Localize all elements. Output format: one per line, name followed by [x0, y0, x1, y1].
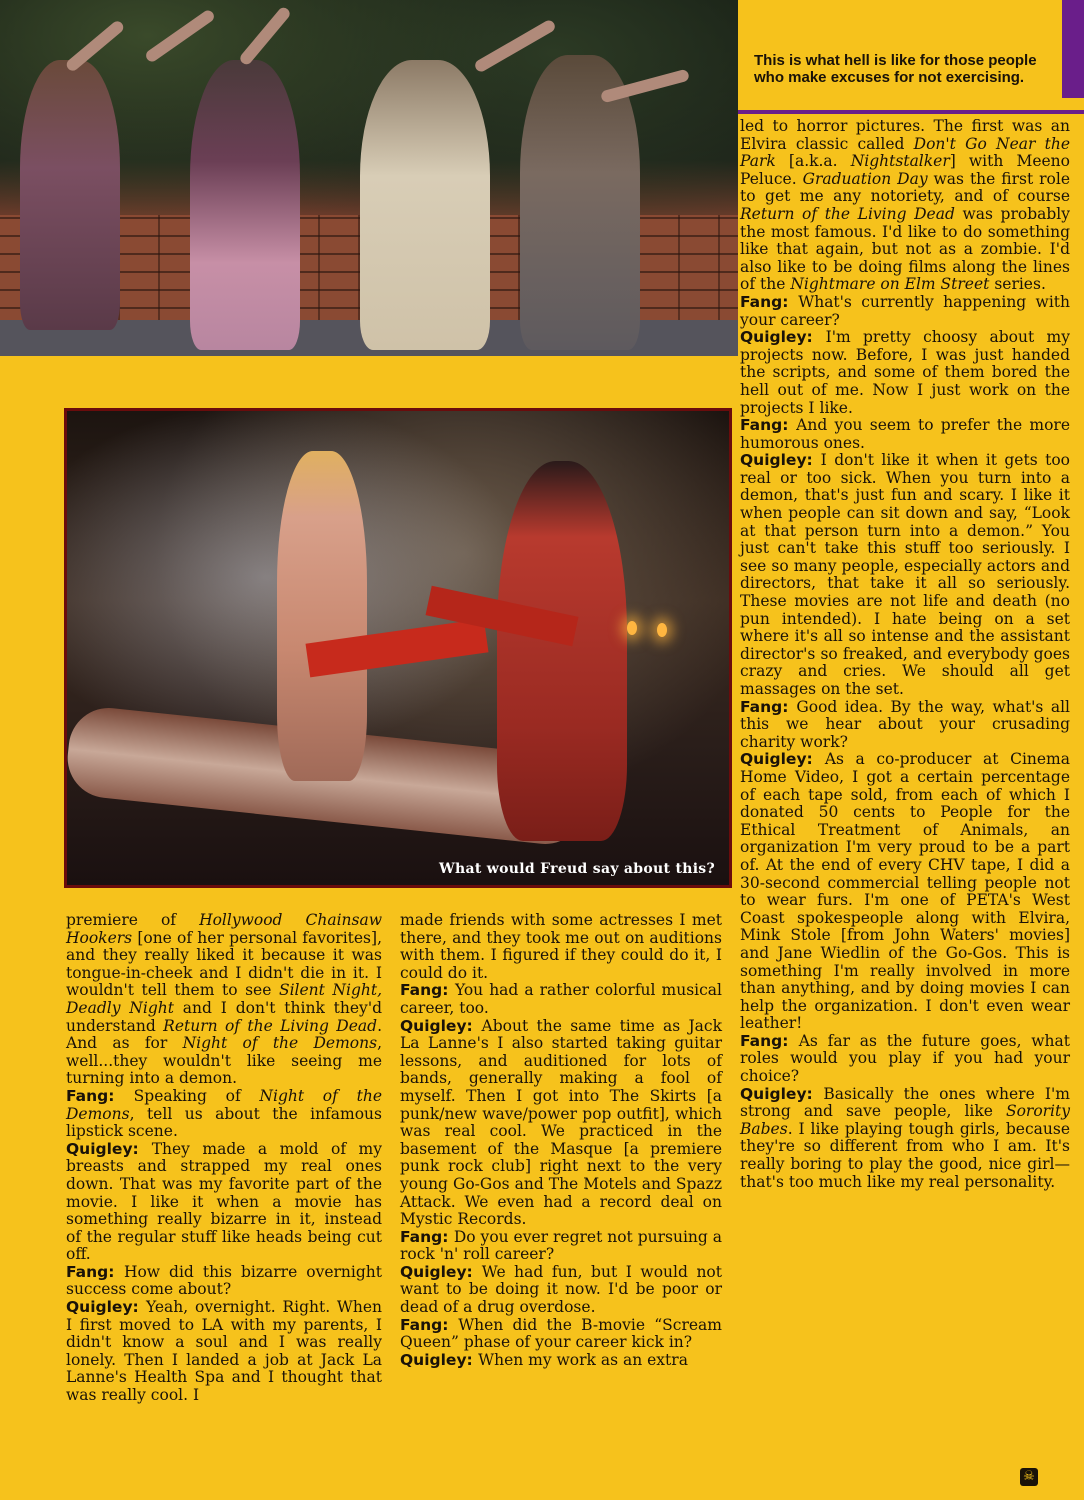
zombie-dancer-3 [360, 60, 490, 350]
candle-flame [627, 621, 637, 635]
paragraph-text: made friends with some actresses I met there, and they took me out on auditions with them. I figured if they could do it, I could do it. [400, 911, 722, 982]
dancer-arm [473, 18, 557, 73]
interview-paragraph [66, 912, 382, 1088]
paragraph-text: You had a rather colorful musical career, too. [400, 981, 722, 1017]
accent-bar [1062, 0, 1084, 98]
photo-caption-mid: What would Freud say about this? [438, 861, 715, 877]
zombie-dancer-1 [20, 60, 120, 330]
paragraph-text: How did this bizarre overnight success come about? [66, 1262, 382, 1299]
interview-paragraph [740, 417, 1070, 452]
figure-left [277, 451, 367, 781]
accent-divider [738, 110, 1084, 114]
speaker-label: Fang: [740, 416, 797, 435]
interview-paragraph [66, 1141, 382, 1264]
paragraph-text: Good idea. By the way, what's all this we hear about your crusading charity work? [740, 697, 1070, 751]
zombie-dancer-4 [520, 55, 640, 350]
speaker-label: Fang: [740, 697, 797, 716]
paragraph-text: premiere of Hollywood Chainsaw Hookers [one of her personal favorites], and they really liked it because it was tongue-in-cheek and I didn't die in it. I wouldn't tell them to see Silent Night, Deadly Night and I don't think they'd understand Return of the Living Dead. And as for Night of the Demons, well...they wouldn't like seeing me turning into a demon. [66, 911, 383, 1088]
paragraph-text: And you seem to prefer the more humorous ones. [740, 416, 1070, 452]
interview-paragraph [66, 1299, 382, 1405]
interview-paragraph [400, 982, 722, 1017]
interview-paragraph [400, 1264, 722, 1317]
dancer-arm [238, 5, 292, 66]
speaker-label: Quigley: [740, 1084, 824, 1103]
skull-end-mark-icon: ☠ [1020, 1468, 1038, 1486]
paragraph-text: Basically the ones where I'm strong and save people, like Sorority Babes. I like playing tough girls, because they're so different from who I am. It's really boring to play the good, nice girl—that's too much like my real personality. [740, 1084, 1070, 1191]
speaker-label: Quigley: [740, 750, 825, 769]
speaker-label: Quigley: [400, 1350, 479, 1369]
interview-paragraph [400, 1352, 722, 1370]
speaker-label: Fang: [400, 1315, 459, 1334]
interview-paragraph [740, 118, 1070, 294]
interview-paragraph [66, 1264, 382, 1299]
zombie-dancers-photo [0, 0, 738, 356]
speaker-label: Quigley: [740, 451, 821, 470]
interview-paragraph [66, 1088, 382, 1141]
dancer-arm [144, 8, 216, 64]
zombie-dancer-2 [190, 60, 300, 350]
chainsaw-scene-photo [64, 408, 732, 888]
paragraph-text: As a co-producer at Cinema Home Video, I got a certain percentage of each tape sold, from each of which I donated 50 cents to People for the Ethical Treatment of Animals, an organization I'm very proud to be a part of. At the end of every CHV tape, I did a 30-second commercial telling people not to wear furs. I'm one of PETA's West Coast spokespeople along with Elvira, Mink Stole [from John Waters' movies] and Jane Wiedlin of the Go-Gos. This is something I'm really involved in more than anything, and by doing movies I can help the organization. I don't even wear leather! [740, 750, 1070, 1033]
speaker-label: Fang: [740, 1031, 799, 1050]
speaker-label: Quigley: [400, 1262, 482, 1281]
paragraph-text: As far as the future goes, what roles would you play if you had your choice? [740, 1031, 1070, 1086]
article-column-middle [400, 912, 722, 1369]
speaker-label: Fang: [400, 1227, 454, 1246]
candle-flame [657, 623, 667, 637]
speaker-label: Fang: [66, 1262, 124, 1281]
speaker-label: Quigley: [66, 1298, 146, 1317]
paragraph-text: Do you ever regret not pursuing a rock 'n' roll career? [400, 1227, 722, 1264]
paragraph-text: When my work as an extra [478, 1350, 688, 1369]
interview-paragraph [740, 1033, 1070, 1086]
paragraph-text: I'm pretty choosy about my projects now. Before, I was just handed the scripts, and some of them bored the hell out of me. Now I just work on the projects I like. [740, 328, 1070, 417]
speaker-label: Fang: [740, 292, 799, 311]
interview-paragraph [740, 699, 1070, 752]
paragraph-text: What's currently happening with your career? [740, 292, 1070, 329]
article-column-left [66, 912, 382, 1405]
paragraph-text: Speaking of Night of the Demons, tell us about the infamous lipstick scene. [66, 1086, 382, 1141]
dancer-arm [64, 19, 125, 73]
speaker-label: Fang: [400, 981, 455, 1000]
interview-paragraph [400, 912, 722, 982]
paragraph-text: We had fun, but I would not want to be doing it now. I'd be poor or dead of a drug overdose. [400, 1262, 722, 1317]
interview-paragraph [740, 1086, 1070, 1192]
paragraph-text: I don't like it when it gets too real or too sick. When you turn into a demon, that's just fun and scary. I like it when people can sit down and say, “Look at that person turn into a demon.” You just can't take this stuff too seriously. I see so many people, especially actors and directors, that take it all so seriously. These movies are not life and death (no pun intended). I hate being on a set where it's all so intense and the assistant director's so freaked, and everybody goes crazy and cries. We should all get massages on the set. [740, 451, 1070, 698]
paragraph-text: When did the B-movie “Scream Queen” phase of your career kick in? [400, 1315, 722, 1352]
interview-paragraph [740, 751, 1070, 1033]
speaker-label: Quigley: [740, 328, 826, 347]
paragraph-text: About the same time as Jack La Lanne's I also started taking guitar lessons, and auditioned for lots of bands, generally making a fool of myself. Then I got into The Skirts [a punk/new wave/power pop outfit], which was real cool. We practiced in the basement of the Masque [a premiere punk rock club] right next to the very young Go-Gos and The Motels and Spazz Attack. We even had a record deal on Mystic Records. [400, 1016, 722, 1229]
paragraph-text: led to horror pictures. The first was an Elvira classic called Don't Go Near the Park [a.k.a. Nightstalker] with Meeno Peluce. Graduation Day was the first role to get me any notoriety, and of course Return of the Living Dead was probably the most famous. I'd like to do something like that again, but not as a zombie. I'd also like to be doing films along the lines of the Nightmare on Elm Street series. [740, 117, 1071, 294]
speaker-label: Quigley: [400, 1016, 482, 1035]
speaker-label: Quigley: [66, 1139, 152, 1158]
interview-paragraph [740, 452, 1070, 698]
interview-paragraph [400, 1229, 722, 1264]
paragraph-text: They made a mold of my breasts and strapped my real ones down. That was my favorite part of the movie. I like it when a movie has something really bizarre in it, instead of the regular stuff like heads being cut off. [66, 1139, 382, 1264]
interview-paragraph [400, 1018, 722, 1229]
article-column-right [740, 118, 1070, 1191]
figure-right [497, 461, 627, 841]
paragraph-text: Yeah, overnight. Right. When I first moved to LA with my parents, I didn't know a soul and I was really lonely. Then I landed a job at Jack La Lanne's Health Spa and I thought that was really cool. I [66, 1298, 382, 1405]
interview-paragraph [400, 1317, 722, 1352]
photo-caption-top: This is what hell is like for those people who make excuses for not exercising. [754, 52, 1037, 86]
speaker-label: Fang: [66, 1086, 134, 1105]
interview-paragraph [740, 329, 1070, 417]
interview-paragraph [740, 294, 1070, 329]
